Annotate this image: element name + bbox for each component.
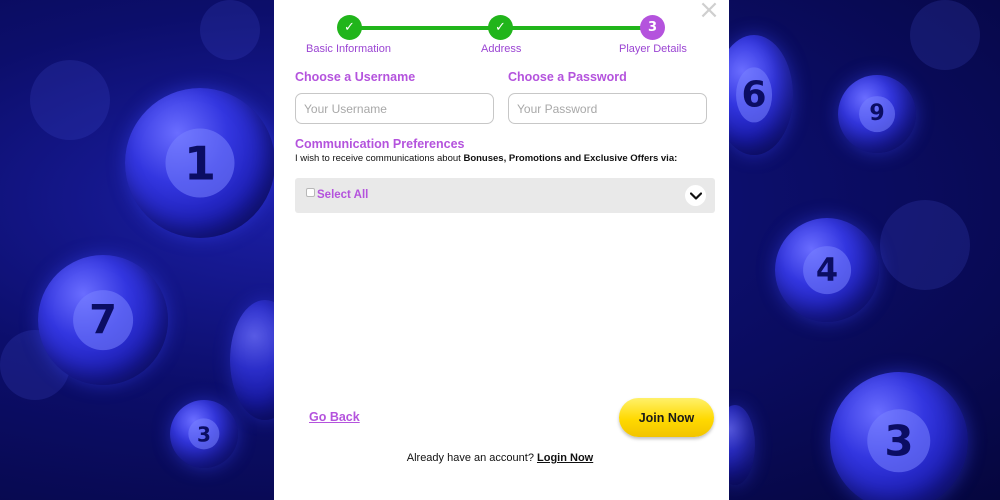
bokeh-glow bbox=[200, 0, 260, 60]
password-input[interactable] bbox=[508, 93, 707, 124]
password-label: Choose a Password bbox=[508, 70, 627, 84]
lottery-ball bbox=[38, 255, 168, 385]
stepper-connector bbox=[500, 26, 650, 30]
close-icon[interactable]: × bbox=[698, 0, 720, 25]
lottery-ball bbox=[125, 88, 275, 238]
bokeh-glow bbox=[910, 0, 980, 70]
lottery-ball bbox=[830, 372, 968, 500]
communication-description-offers: Bonuses, Promotions and Exclusive Offers via: bbox=[463, 153, 678, 164]
chevron-down-icon[interactable] bbox=[685, 185, 706, 206]
communication-description bbox=[295, 153, 677, 164]
username-label: Choose a Username bbox=[295, 70, 416, 84]
username-input[interactable] bbox=[295, 93, 494, 124]
ball-number: 6 bbox=[736, 67, 772, 122]
step-complete-check-icon: ✓ bbox=[488, 15, 513, 40]
bokeh-glow bbox=[880, 200, 970, 290]
step-label-player-details: Player Details bbox=[619, 43, 687, 55]
select-all-checkbox[interactable] bbox=[306, 188, 315, 197]
select-all-label: Select All bbox=[317, 189, 369, 201]
lottery-ball bbox=[775, 218, 879, 322]
select-all-accordion[interactable] bbox=[295, 178, 715, 213]
step-label-address: Address bbox=[481, 43, 522, 55]
login-prompt bbox=[0, 452, 1000, 464]
join-now-button[interactable]: Join Now bbox=[619, 398, 714, 437]
step-number-badge: 3 bbox=[640, 15, 665, 40]
lottery-ball bbox=[838, 75, 916, 153]
ball-number: 7 bbox=[73, 290, 133, 350]
ball-number: 4 bbox=[803, 246, 851, 294]
login-prompt-text: Already have an account? bbox=[406, 452, 534, 464]
ball-number: 3 bbox=[867, 409, 930, 472]
communication-preferences-title: Communication Preferences bbox=[295, 137, 465, 151]
go-back-link[interactable]: Go Back bbox=[309, 410, 360, 424]
bokeh-glow bbox=[30, 60, 110, 140]
step-label-basic-information: Basic Information bbox=[306, 43, 391, 55]
ball-number: 9 bbox=[859, 96, 895, 132]
stepper-connector bbox=[355, 26, 500, 30]
step-complete-check-icon: ✓ bbox=[337, 15, 362, 40]
login-now-link[interactable]: Login Now bbox=[537, 452, 594, 464]
ball-number: 3 bbox=[188, 418, 219, 449]
communication-description-text: I wish to receive communications about bbox=[295, 153, 464, 164]
ball-number: 1 bbox=[166, 129, 235, 198]
